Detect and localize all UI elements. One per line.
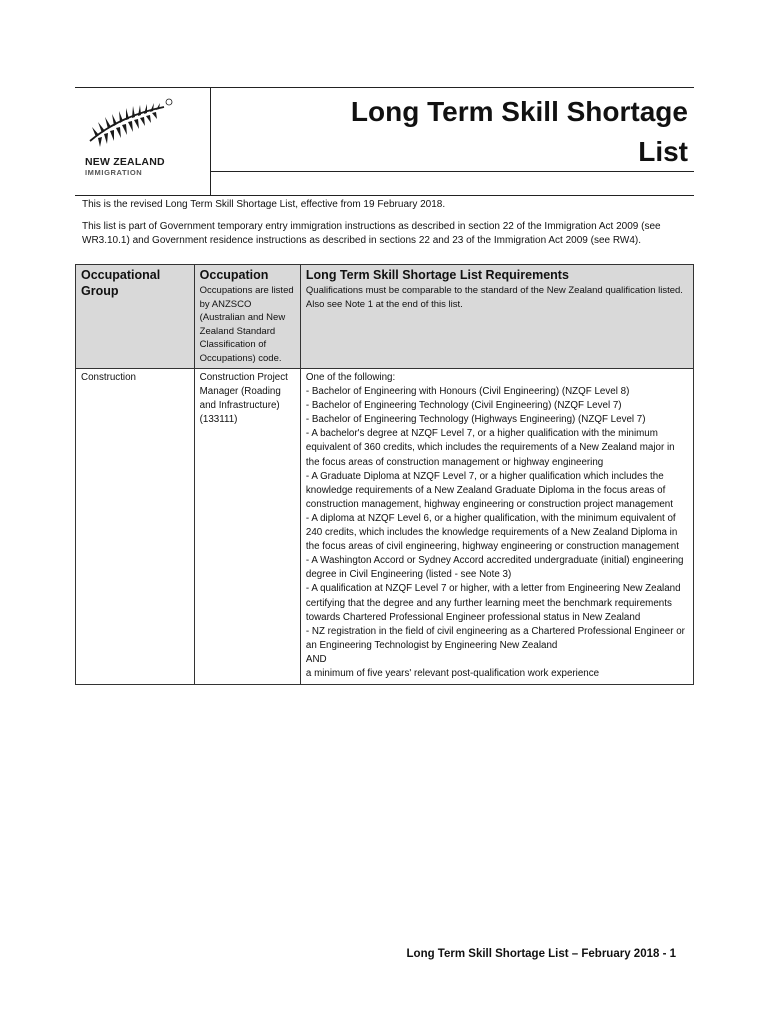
requirement-line: - A Washington Accord or Sydney Accord accredited undergraduate (initial) engineering degree in Civil Engineering (listed - see Note 3) — [305, 555, 684, 581]
header-occupation — [194, 265, 300, 369]
intro-paragraph-1: This is the revised Long Term Skill Shortage List, effective from 19 February 2018. — [82, 199, 446, 210]
header-requirements — [300, 265, 693, 369]
requirement-line: AND — [305, 653, 327, 665]
header-occupational-group — [76, 265, 195, 369]
header-divider — [210, 87, 211, 195]
group-header-title: Occupational Group — [81, 268, 161, 298]
table-row — [76, 369, 694, 685]
intro-paragraph-2: This list is part of Government temporary entry immigration instructions as described in section 22 of the Immigration Act 2009 (see WR3.10.1) and Government residence instructions as described in sections 22 and 23 of the Immigration Act 2009 (see RW4). — [82, 221, 661, 246]
requirement-line: a minimum of five years' relevant post-qualification work experience — [305, 667, 600, 679]
requirements-cell — [300, 369, 693, 685]
logo-subtext: IMMIGRATION — [85, 168, 143, 177]
occupation-cell: Construction Project Manager (Roading and Infrastructure) (133111) — [194, 369, 300, 685]
requirement-line: - Bachelor of Engineering Technology (Civil Engineering) (NZQF Level 7) — [305, 400, 622, 412]
page-title: Long Term Skill Shortage List — [350, 96, 688, 167]
requirement-line: - Bachelor of Engineering with Honours (Civil Engineering) (NZQF Level 8) — [305, 386, 630, 398]
occupation-header-title: Occupation — [199, 268, 269, 282]
requirement-line: - Bachelor of Engineering Technology (Highways Engineering) (NZQF Level 7) — [305, 414, 646, 426]
skill-shortage-table — [75, 264, 694, 685]
requirement-line: - A bachelor's degree at NZQF Level 7, or a higher qualification with the minimum equivalent of 360 credits, which includes the requirements of a New Zealand major in the focus areas of construction management or highway engineering — [305, 428, 675, 468]
page-footer: Long Term Skill Shortage List – February 2018 - 1 — [406, 948, 676, 960]
requirements-header-note: Qualifications must be comparable to the standard of the New Zealand qualification listed. Also see Note 1 at the end of this list. — [305, 285, 683, 310]
table-header-row — [76, 265, 694, 369]
occupation-header-note: Occupations are listed by ANZSCO (Australian and New Zealand Standard Classification of Occupations) code. — [199, 285, 294, 364]
requirement-line: - A Graduate Diploma at NZQF Level 7, or a higher qualification which includes the knowledge requirements of a New Zealand Graduate Diploma in the focus areas of construction management, highway engineering or construction project management — [305, 470, 673, 510]
requirements-header-title: Long Term Skill Shortage List Requirements — [305, 268, 569, 282]
requirement-line: One of the following: — [305, 372, 396, 383]
requirement-line: - NZ registration in the field of civil engineering as a Chartered Professional Engineer or an Engineering Technologist by Engineering New Zealand — [305, 625, 685, 651]
requirement-line: - A qualification at NZQF Level 7 or higher, with a letter from Engineering New Zealand certifying that the degree and any further learning meet the benchmark requirements towards Chartered Professional Engineer professional status in New Zealand — [305, 583, 681, 623]
requirement-line: - A diploma at NZQF Level 6, or a higher qualification, with the minimum equivalent of 240 credits, which includes the knowledge requirements of a New Zealand Diploma in the focus areas of civil engineering, highway engineering or construction management — [305, 512, 679, 553]
header-top-rule — [75, 87, 694, 88]
group-cell: Construction — [76, 369, 195, 685]
logo-brand-text: NEW ZEALAND — [85, 156, 165, 168]
header-bottom-rule — [75, 195, 694, 196]
